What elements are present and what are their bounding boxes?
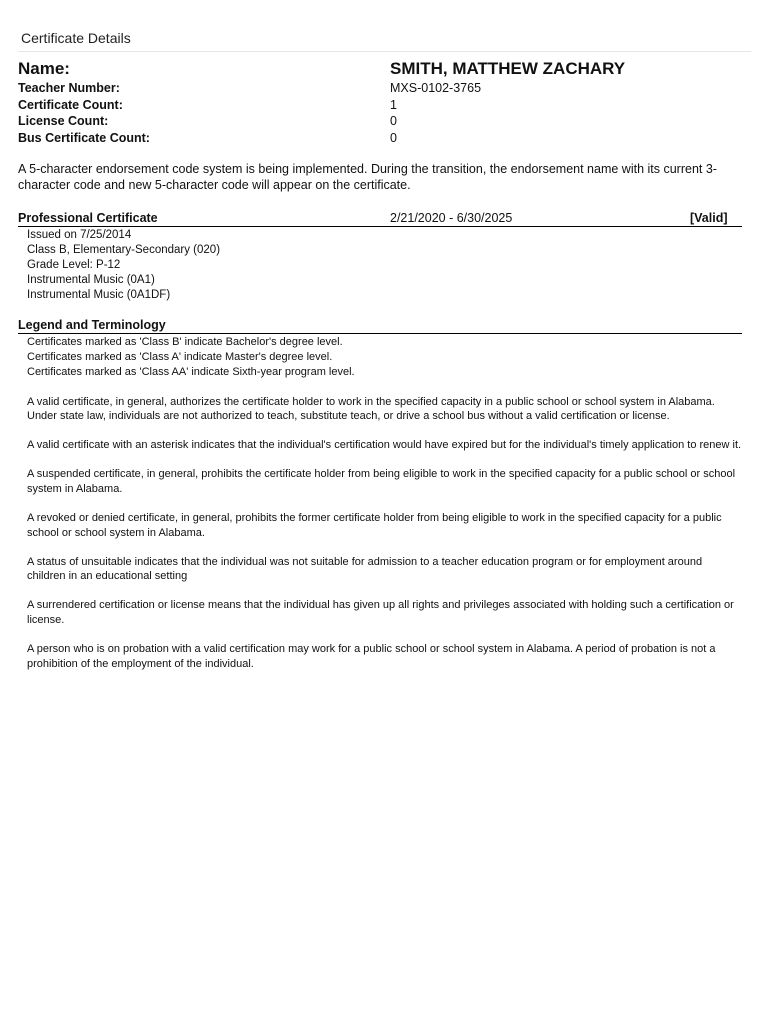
certificate-header [18,211,742,227]
certificate-detail-line: Instrumental Music (0A1) [27,274,155,286]
license-count-value: 0 [390,114,397,128]
legend-paragraph-valid: A valid certificate, in general, authorizes the certificate holder to work in the specified capacity in a public school or school system in Alabama. Under state law, individuals are not authorized to teach, substitute teach, or drive a school bus without a valid certification or license. [27,395,715,423]
teacher-number-value: MXS-0102-3765 [390,81,482,95]
bus-certificate-count-value: 0 [390,130,397,145]
legend-paragraph-asterisk: A valid certificate with an asterisk indicates that the individual's certification would have expired but for the individual's timely application to renew it. [27,439,742,452]
certificate-count-value: 1 [390,97,397,112]
endorsement-notice: A 5-character endorsement code system is being implemented. During the transition, the endorsement name with its current 3-character code and new 5-character code will appear on the certificate. [18,162,717,192]
name-row [18,58,751,80]
certificate-detail-line: Issued on 7/25/2014 [27,229,132,241]
bus-certificate-count-row [18,130,751,147]
teacher-number-row [18,80,751,97]
bus-certificate-count-label: Bus Certificate Count: [18,130,150,145]
legend-header [18,318,742,334]
certificate-count-label: Certificate Count: [18,97,123,112]
teacher-number-label: Teacher Number: [18,81,120,95]
teacher-summary [18,58,751,146]
legend-paragraph-revoked: A revoked or denied certificate, in general, prohibits the former certificate holder from being eligible to work in the specified capacity for a public school or school system in Alabama. [27,511,722,539]
certificate-details [27,228,727,303]
certificate-detail-line: Class B, Elementary-Secondary (020) [27,244,221,256]
class-definitions [27,335,743,380]
license-count-row [18,113,751,130]
page-title: Certificate Details [18,28,751,52]
certificate-count-row [18,97,751,114]
legend-paragraph-surrendered: A surrendered certification or license means that the individual has given up all rights and privileges associated with holding such a certification or license. [27,599,734,626]
class-definition-line: Certificates marked as 'Class B' indicate Bachelor's degree level. [27,336,343,348]
legend-paragraph-probation: A person who is on probation with a valid certification may work for a public school or school system in Alabama. A period of probation is not a prohibition of the employment of the individual. [27,643,716,670]
certificate-detail-line: Grade Level: P-12 [27,259,121,271]
class-definition-line: Certificates marked as 'Class AA' indicate Sixth-year program level. [27,366,355,378]
license-count-label: License Count: [18,114,109,128]
legend-paragraph-unsuitable: A status of unsuitable indicates that the individual was not suitable for admission to a teacher education program or for employment around children in an educational setting [27,555,703,583]
legend-body [27,335,743,671]
class-definition-line: Certificates marked as 'Class A' indicate Master's degree level. [27,351,333,363]
certificate-status: [Valid] [690,211,728,225]
name-label: Name: [18,59,70,78]
certificate-detail-line: Instrumental Music (0A1DF) [27,289,171,301]
certificate-dates: 2/21/2020 - 6/30/2025 [390,211,513,225]
legend-title: Legend and Terminology [18,318,166,332]
name-value: SMITH, MATTHEW ZACHARY [390,59,626,78]
legend-paragraph-suspended: A suspended certificate, in general, prohibits the certificate holder from being eligible to work in the specified capacity for a public school or school system in Alabama. [27,468,736,495]
certificate-title: Professional Certificate [18,211,158,225]
